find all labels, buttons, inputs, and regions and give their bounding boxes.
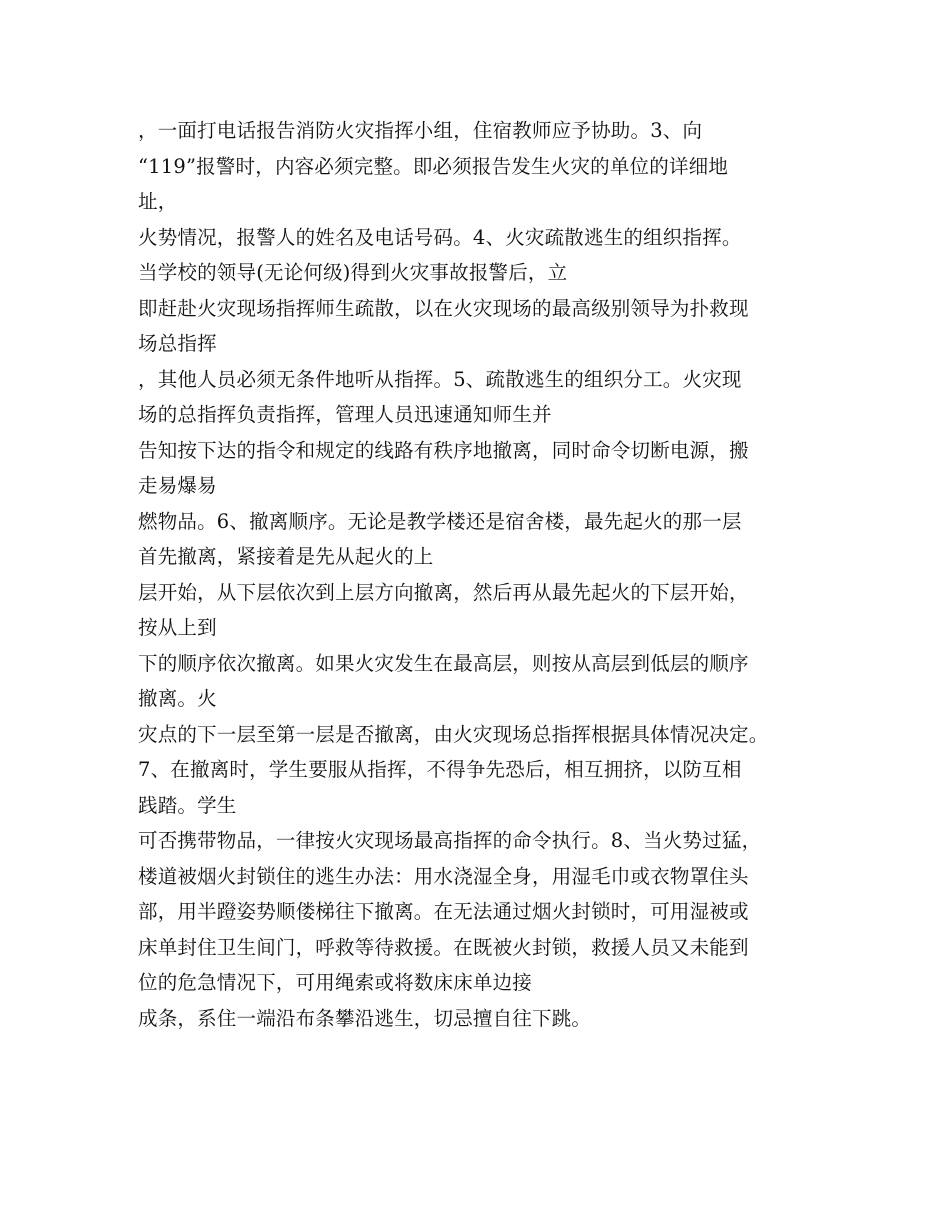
- text-line: 告知按下达的指令和规定的线路有秩序地撤离，同时命令切断电源，搬: [138, 438, 749, 462]
- text-line: 下的顺序依次撤离。如果火灾发生在最高层，则按从高层到低层的顺序: [138, 651, 749, 675]
- text-line: 位的危急情况下，可用绳索或将数床床单边接: [138, 971, 533, 994]
- text-line: 7、在撤离时，学生要服从指挥，不得争先恐后，相互拥挤，以防互相: [138, 758, 742, 781]
- text-line: 址，: [138, 190, 178, 213]
- text-line: 场总指挥: [138, 332, 217, 355]
- text-line: ，一面打电话报告消防火灾指挥小组，住宿教师应予协助。3、向: [138, 119, 703, 142]
- text-line: 当学校的领导(无论何级)得到火灾事故报警后，立: [138, 261, 568, 284]
- text-line: 践踏。学生: [138, 793, 237, 817]
- text-line: 层开始，从下层依次到上层方向撤离，然后再从最先起火的下层开始，: [138, 580, 749, 604]
- text-line: 燃物品。6、撤离顺序。无论是教学楼还是宿舍楼，最先起火的那一层: [138, 509, 742, 533]
- text-line: 成条，系住一端沿布条攀沿逃生，切忌擅自往下跳。: [138, 1006, 592, 1030]
- text-line: 灾点的下一层至第一层是否撤离，由火灾现场总指挥根据具体情况决定。: [138, 722, 769, 746]
- document-body: [138, 113, 838, 1036]
- text-line: 火势情况，报警人的姓名及电话号码。4、火灾疏散逃生的组织指挥。: [138, 225, 742, 249]
- text-line: 首先撤离，紧接着是先从起火的上: [138, 545, 434, 568]
- text-line: 即赶赴火灾现场指挥师生疏散，以在火灾现场的最高级别领导为扑救现: [138, 296, 749, 320]
- text-line: 楼道被烟火封锁住的逃生办法：用水浇湿全身，用湿毛巾或衣物罩住头: [138, 864, 749, 888]
- text-line: ，其他人员必须无条件地听从指挥。5、疏散逃生的组织分工。火灾现: [138, 367, 742, 391]
- text-line: 部，用半蹬姿势顺偻梯往下撤离。在无法通过烟火封锁时，可用湿被或: [138, 900, 749, 923]
- text-line: 走易爆易: [138, 474, 217, 497]
- text-line: 撤离。火: [138, 687, 217, 710]
- text-line: 可否携带物品，一律按火灾现场最高指挥的命令执行。8、当火势过猛，: [138, 829, 762, 852]
- text-line: 场的总指挥负责指挥，管理人员迅速通知师生并: [138, 403, 552, 426]
- text-line: “119”报警时，内容必须完整。即必须报告发生火灾的单位的详细地: [138, 154, 729, 178]
- text-line: 床单封住卫生间门，呼救等待救援。在既被火封锁，救援人员又未能到: [138, 935, 749, 959]
- text-line: 按从上到: [138, 616, 217, 639]
